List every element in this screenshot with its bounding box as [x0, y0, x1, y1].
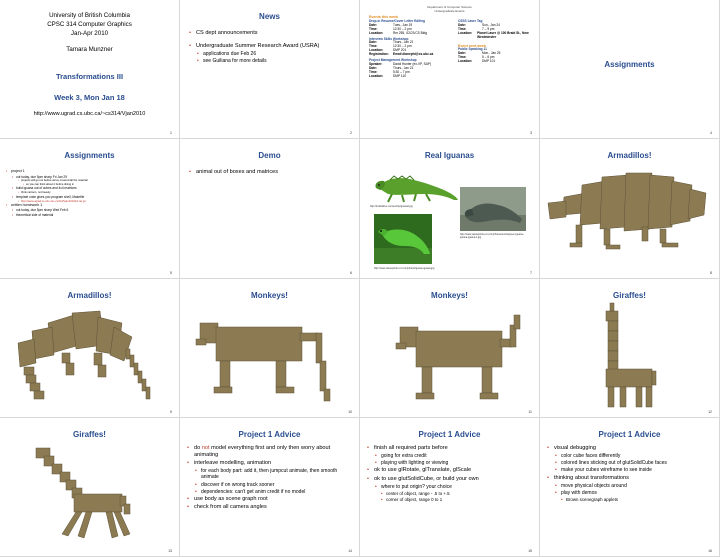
label: Time: — [369, 69, 378, 74]
bullet: • thinking about transformations — [546, 475, 713, 482]
lecture-date: Week 3, Mon Jan 18 — [54, 93, 125, 102]
slide-1 — [0, 0, 180, 139]
slide-title: News — [259, 12, 280, 21]
giraffe-figure — [20, 442, 160, 552]
sub-bullet: • out today, due 5pm sharp Fri Jan 29 — [11, 175, 175, 179]
slide-8 — [540, 139, 720, 278]
page-number: 2 — [350, 131, 352, 136]
value: 5:30 – 7 pm — [393, 69, 410, 74]
bullet: • project 1 — [5, 169, 175, 174]
value: 12:30 – 2 pm — [393, 44, 412, 49]
slide-4 — [540, 0, 720, 139]
course-line: CPSC 314 Computer Graphics — [47, 21, 132, 28]
slide-6 — [180, 139, 360, 278]
slide-10 — [180, 279, 360, 418]
sub-bullet: • move physical objects around — [554, 483, 713, 489]
bullet: • ok to use glRotate, glTranslate, glScale — [366, 467, 533, 474]
label: Date: — [458, 22, 466, 27]
event-name: Interview Skills Workshop — [369, 36, 409, 41]
sub-bullet: • discover if on wrong track sooner — [194, 482, 353, 488]
label: Location: — [369, 73, 384, 78]
iguana-photo-3 — [374, 214, 432, 264]
page-number: 16 — [708, 549, 712, 553]
bullet: • visual debugging — [546, 445, 713, 452]
slide-title: Assignments — [64, 151, 115, 161]
course-url[interactable]: http://www.ugrad.cs.ubc.ca/~cs314/Vjan2010 — [33, 111, 146, 117]
image-caption: http://www.naturephoto-cz.com/photos/iguana-iguana.jpg — [374, 267, 435, 271]
monkey-figure — [184, 305, 356, 413]
slide-title: Project 1 Advice — [418, 429, 481, 439]
bullet: • use body as scene graph root — [186, 496, 353, 503]
bullet: • ok to use glutSolidCube, or build your own — [366, 476, 533, 483]
label: Date: — [369, 40, 377, 45]
label: Date: — [458, 51, 466, 56]
page-number: 4 — [710, 131, 712, 136]
slide-title: Demo — [258, 151, 281, 161]
sub-sub-bullet: • center of object, range - .5 to +.5 — [380, 491, 533, 497]
armadillo-figure — [14, 303, 168, 413]
slide-title: Project 1 Advice — [238, 429, 301, 439]
label: Date: — [369, 65, 377, 70]
sub-sub-bullet: • think cartoon, not beauty — [17, 191, 175, 195]
label: Location: — [458, 30, 473, 35]
page-number: 9 — [170, 409, 172, 414]
sub-bullet: • template code gives you program shell, Makefile — [11, 195, 175, 199]
image-caption: http://www.naturephoto-cz.com/photos/sevcik/green-iguana--iguana-iguana-1.jpg — [460, 233, 525, 240]
sub-bullet: • color cube faces differently — [554, 453, 713, 459]
lecture-topic: Transformations III — [55, 72, 124, 81]
sub-bullet: • build iguana out of cubes and 4x4 matrices — [11, 186, 175, 190]
sub-bullet: • theoretical side of material — [11, 213, 175, 217]
template-link[interactable]: • http://www.ugrad.cs.ubc.ca/~cs314/Vjan2010/p1.tar.gz — [17, 200, 175, 204]
slide-title: Monkeys! — [251, 290, 288, 300]
page-number: 12 — [708, 409, 712, 414]
events-header: Undergraduate Events — [434, 9, 465, 13]
label: Time: — [458, 26, 467, 31]
page-number: 13 — [168, 549, 172, 553]
bullet: • written homework 1 — [5, 203, 175, 208]
iguana-photo-2 — [460, 187, 526, 231]
slide-16 — [540, 418, 720, 557]
slide-title: Armadillos! — [607, 151, 652, 161]
value: Thurs., Jan 21 — [393, 65, 414, 70]
dept-header: Department of Computer Science — [427, 5, 472, 9]
slide-title: Project 1 Advice — [598, 429, 661, 439]
slide-11 — [360, 279, 540, 418]
value: Tues., Jan 19 — [393, 22, 413, 27]
slide-2 — [180, 0, 360, 139]
label: Time: — [458, 55, 467, 60]
author: Tamara Munzner — [66, 46, 113, 53]
slide-title: Monkeys! — [431, 290, 468, 300]
value: DMP 101 — [482, 59, 496, 64]
bullet: • interleave modelling, animation — [186, 460, 353, 467]
value: DMP 201 — [393, 48, 407, 53]
value: Thurs., Jan 21 — [393, 40, 414, 45]
iguana-photo-1 — [370, 164, 458, 204]
sub-bullet: • play with demos — [554, 490, 713, 496]
slide-3 — [360, 0, 540, 139]
page-number: 6 — [350, 270, 352, 275]
slide-title: Armadillos! — [67, 290, 112, 300]
armadillo-figure — [546, 163, 714, 273]
bullet: • Undergraduate Summer Research Award (USRA) — [188, 43, 353, 50]
sub-sub-bullet: • projects will go out before we've covered all the material — [17, 179, 175, 183]
sub-bullet: • playing with lighting or viewing — [374, 460, 533, 466]
page-number: 7 — [530, 270, 532, 275]
bullet: • finish all required parts before — [366, 445, 533, 452]
slide-9 — [0, 279, 180, 418]
page-number: 15 — [528, 549, 532, 553]
sub-bullet: • see Guiliana for more details — [196, 58, 353, 64]
value: Mon., Jan 25 — [482, 51, 501, 56]
slide-title: Real Iguanas — [424, 151, 475, 161]
label: Location: — [458, 59, 473, 64]
value: 7 – 9 pm — [482, 26, 495, 31]
section-title: Assignments — [604, 60, 655, 69]
event-name: CSSS Laser Tag — [458, 19, 483, 23]
label: Location: — [369, 30, 384, 35]
value: Email dianepht@cs.ubc.ca — [393, 52, 434, 57]
sub-sub-bullet: • Brown scenegraph applets — [560, 497, 713, 503]
value: DMP 110 — [393, 73, 406, 78]
label: Speaker: — [369, 61, 383, 66]
event-name: Project Management Workshop — [369, 58, 417, 63]
page-number: 3 — [530, 131, 532, 136]
bullet: • CS dept announcements — [188, 30, 353, 37]
sub-bullet: • colored lines sticking out of glutSolidCube faces — [554, 460, 713, 466]
value: Sun., Jan 24 — [482, 22, 500, 27]
sub-sub-bullet: • so you can think about it before diving in — [22, 183, 175, 187]
label: Time: — [369, 26, 378, 31]
sub-bullet: • where to put origin? your choice — [374, 484, 533, 490]
value: Rm 255, ICICS/CS Bldg — [393, 30, 428, 35]
slide-14 — [180, 418, 360, 557]
bullet: • animal out of boxes and matrices — [188, 169, 353, 176]
slide-15 — [360, 418, 540, 557]
sub-bullet: • for each body part: add it, then jumpcut animate, then smooth animate — [194, 468, 353, 480]
page-number: 10 — [348, 409, 352, 414]
label: Time: — [369, 44, 378, 49]
events-this-week: Events this week — [369, 15, 398, 19]
events-col-1 — [369, 16, 455, 79]
term-line: Jan-Apr 2010 — [70, 30, 109, 37]
bullet: • check from all camera angles — [186, 504, 353, 511]
event-name: Drop-in Resume/Cover Letter Editing — [369, 18, 425, 23]
page-number: 8 — [710, 270, 712, 275]
page-number: 14 — [348, 549, 352, 553]
monkey-figure — [364, 305, 536, 413]
sub-bullet: • make your cubes wireframe to see inside — [554, 467, 713, 473]
value: David Hunter (ex-VP, SAP) — [393, 61, 432, 66]
event-name: Public Speaking 11 — [458, 47, 487, 52]
sub-bullet: • dependencies: can't get anim credit if no model — [194, 489, 353, 495]
value: 5 – 6 pm — [482, 55, 495, 60]
image-caption: http://funkidslive.com/en/trip/iguana2.jpg — [370, 205, 413, 209]
label: Registration: — [369, 52, 389, 57]
slide-12 — [540, 279, 720, 418]
slide-5 — [0, 139, 180, 278]
events-col-2 — [458, 20, 534, 64]
slide-13 — [0, 418, 180, 557]
page-number: 11 — [528, 409, 532, 414]
page-number: 1 — [170, 131, 172, 136]
event-next-week: Event next week — [458, 43, 486, 48]
slide-title: Giraffes! — [613, 290, 646, 300]
sub-bullet: • applications due Feb 26 — [196, 51, 353, 57]
sub-bullet: • going for extra credit — [374, 453, 533, 459]
value: Planet Laser @ 100 Braid St., New Westminster — [477, 30, 529, 39]
sub-sub-bullet: • corner of object, range 0 to 1 — [380, 497, 533, 503]
label: Date: — [369, 22, 377, 27]
label: Location: — [369, 48, 384, 53]
slide-7 — [360, 139, 540, 278]
sub-bullet: • out today, due 5pm sharp Wed Feb 6 — [11, 208, 175, 212]
slide-title: Giraffes! — [73, 429, 106, 439]
bullet: • do not model everything first and only then worry about animating — [186, 445, 353, 459]
value: 12:30 – 2 pm — [393, 26, 412, 31]
page-number: 5 — [170, 270, 172, 275]
university-line: University of British Columbia — [49, 12, 130, 19]
giraffe-figure — [580, 301, 680, 413]
